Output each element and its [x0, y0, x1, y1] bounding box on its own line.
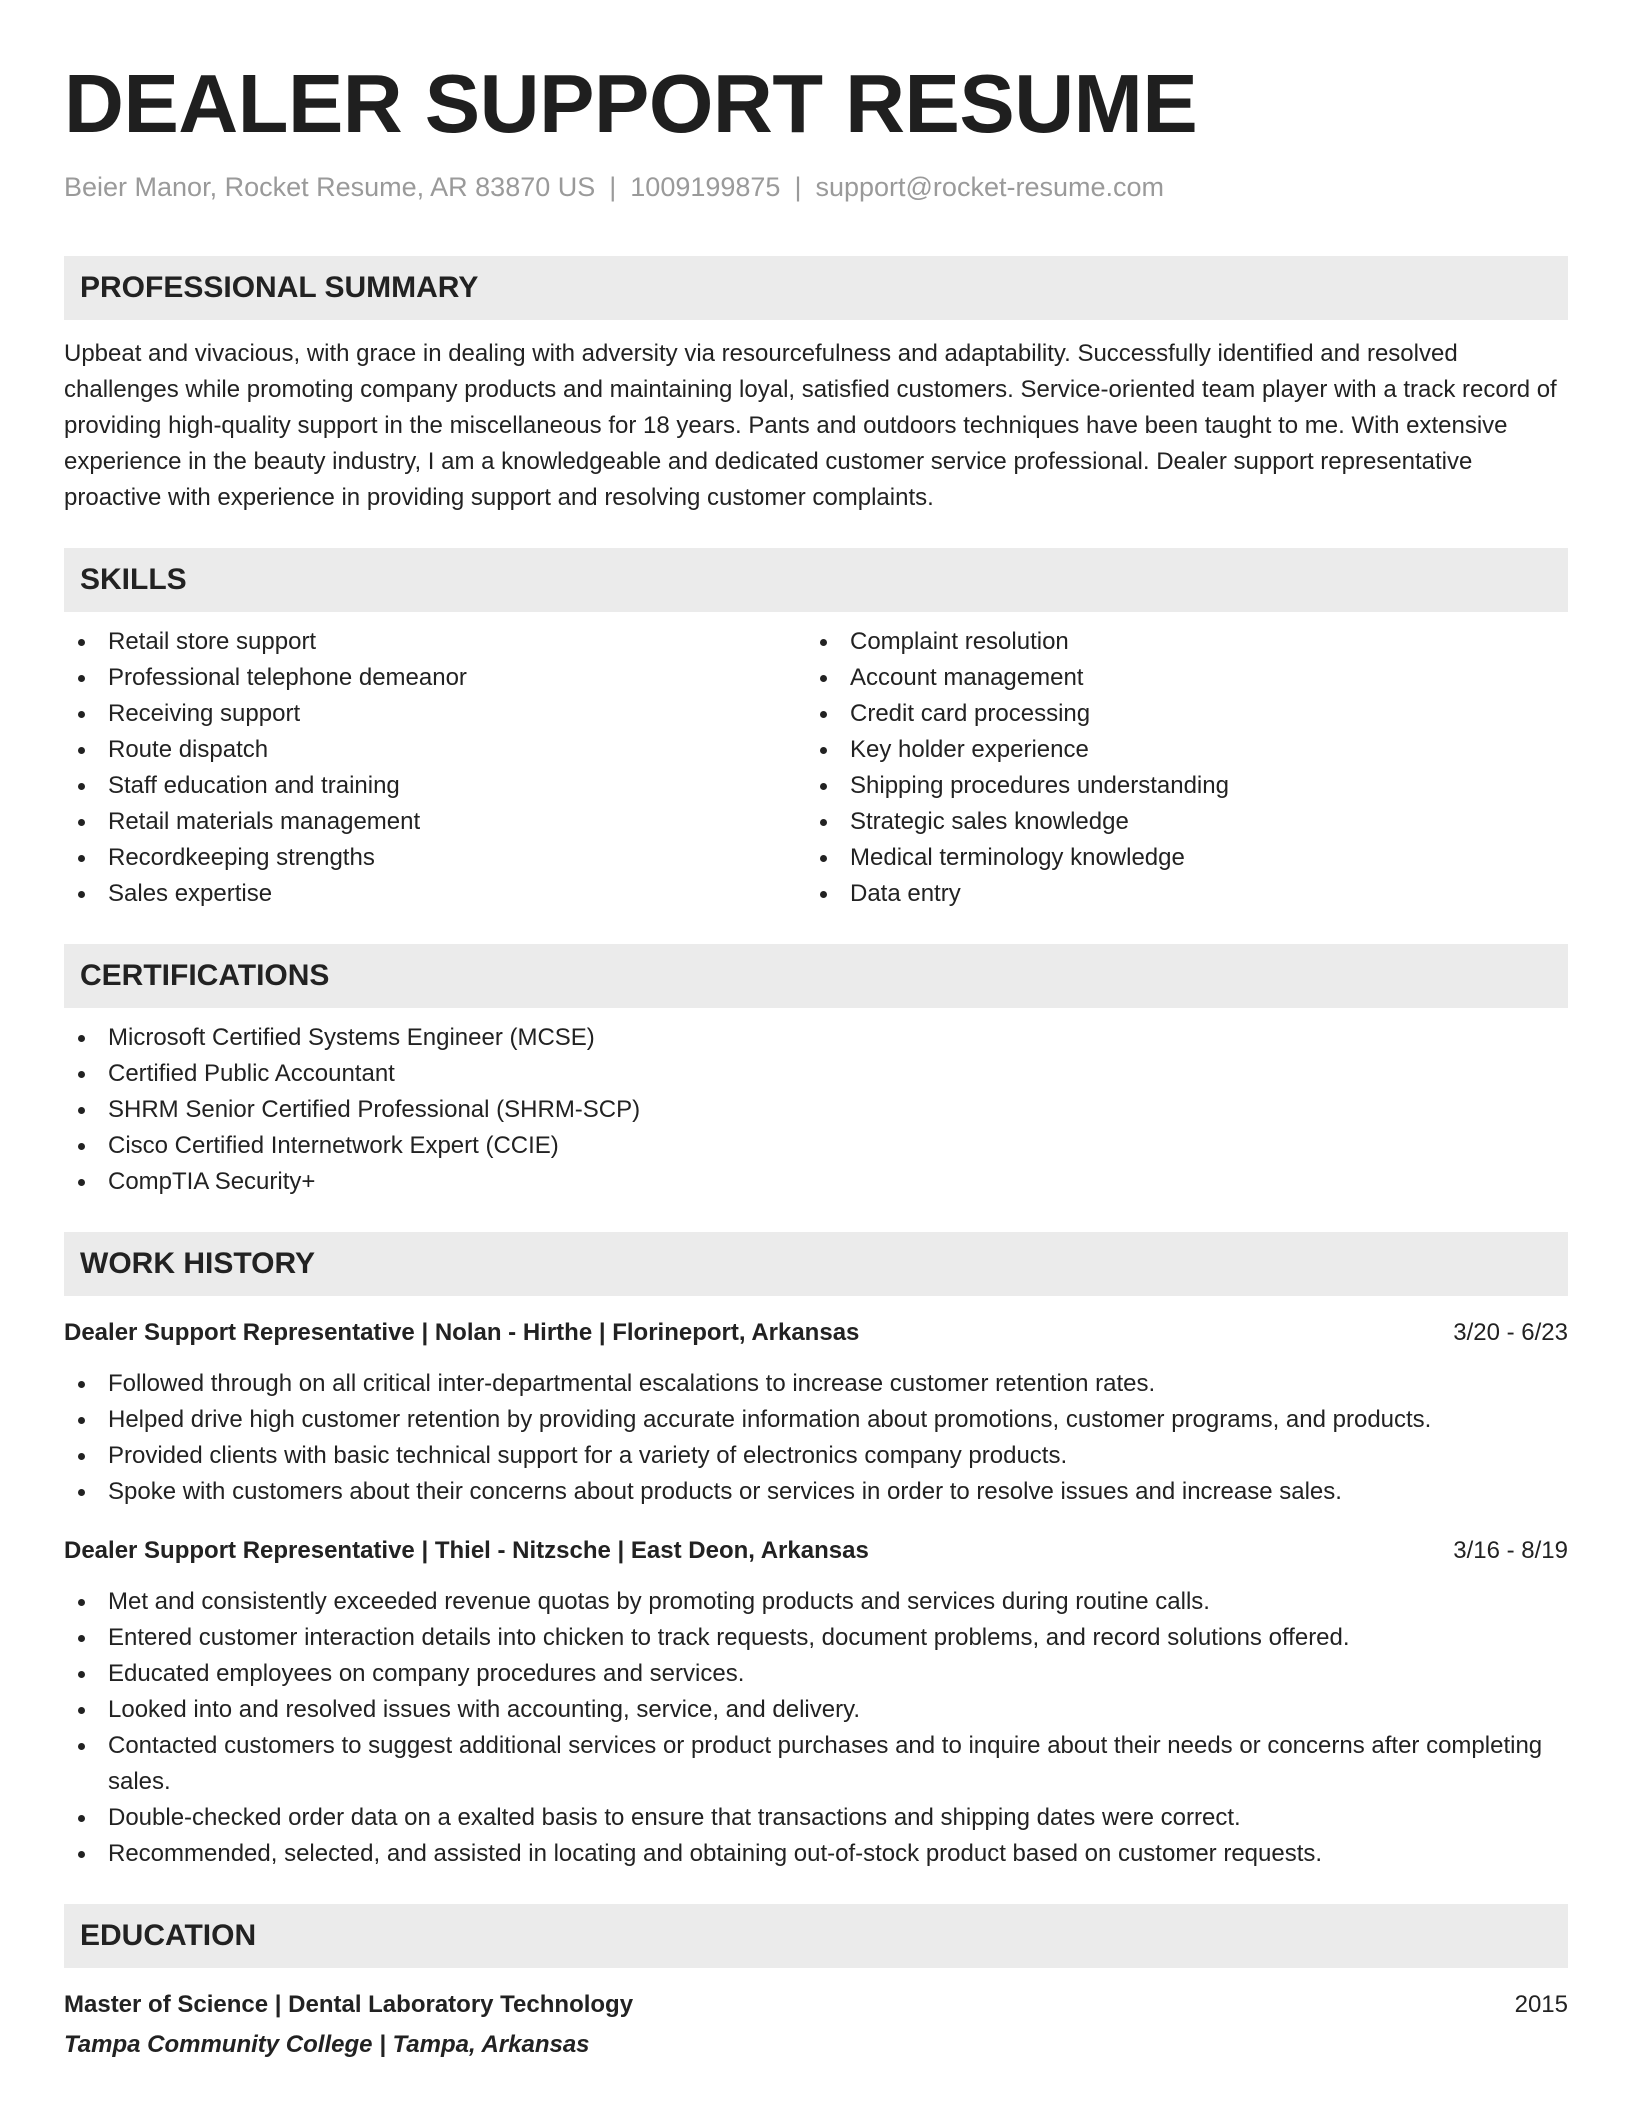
- certification-item: Cisco Certified Internetwork Expert (CCIE): [64, 1128, 1568, 1164]
- job-duty-item: Helped drive high customer retention by providing accurate information about promotions, customer programs, and products.: [64, 1402, 1568, 1438]
- job-duty-item: Provided clients with basic technical support for a variety of electronics company products.: [64, 1438, 1568, 1474]
- certifications-list: [64, 1020, 1568, 1200]
- contact-separator: |: [794, 172, 802, 202]
- skill-item: Medical terminology knowledge: [806, 840, 1548, 876]
- skill-item: Route dispatch: [64, 732, 806, 768]
- education-year: 2015: [1514, 1991, 1568, 2018]
- skill-item: Retail store support: [64, 624, 806, 660]
- education-header: [64, 1988, 1568, 2022]
- contact-email: support@rocket-resume.com: [815, 172, 1164, 202]
- job-header: [64, 1534, 1568, 1568]
- job-duty-item: Looked into and resolved issues with accounting, service, and delivery.: [64, 1692, 1568, 1728]
- skill-item: Professional telephone demeanor: [64, 660, 806, 696]
- skill-item: Shipping procedures understanding: [806, 768, 1548, 804]
- contact-phone: 1009199875: [630, 172, 781, 202]
- job-duty-item: Spoke with customers about their concerns about products or services in order to resolve issues and increase sales.: [64, 1474, 1568, 1510]
- contact-separator: |: [609, 172, 617, 202]
- skill-item: Strategic sales knowledge: [806, 804, 1548, 840]
- job-dates: 3/20 - 6/23: [1453, 1319, 1568, 1346]
- job-entry: [64, 1316, 1568, 1510]
- job-header: [64, 1316, 1568, 1350]
- skill-item: Account management: [806, 660, 1548, 696]
- job-title: Dealer Support Representative | Thiel - Nitzsche | East Deon, Arkansas: [64, 1537, 869, 1564]
- job-entry: [64, 1534, 1568, 1872]
- certification-item: CompTIA Security+: [64, 1164, 1568, 1200]
- job-duty-item: Educated employees on company procedures and services.: [64, 1656, 1568, 1692]
- job-duty-item: Met and consistently exceeded revenue quotas by promoting products and services during routine calls.: [64, 1584, 1568, 1620]
- summary-section-header: PROFESSIONAL SUMMARY: [64, 256, 1568, 320]
- job-duty-item: Recommended, selected, and assisted in locating and obtaining out-of-stock product based on customer requests.: [64, 1836, 1568, 1872]
- skills-column-right: [806, 624, 1548, 912]
- skill-item: Key holder experience: [806, 732, 1548, 768]
- skill-item: Sales expertise: [64, 876, 806, 912]
- skill-item: Receiving support: [64, 696, 806, 732]
- job-duty-item: Double-checked order data on a exalted basis to ensure that transactions and shipping dates were correct.: [64, 1800, 1568, 1836]
- skill-item: Recordkeeping strengths: [64, 840, 806, 876]
- education-school: Tampa Community College | Tampa, Arkansas: [64, 2031, 590, 2058]
- job-duty-item: Contacted customers to suggest additional services or product purchases and to inquire about their needs or concerns after completing sales.: [64, 1728, 1568, 1800]
- skills-grid: [64, 624, 1568, 912]
- skill-item: Data entry: [806, 876, 1548, 912]
- skill-item: Staff education and training: [64, 768, 806, 804]
- skills-list-right: [806, 624, 1548, 912]
- job-dates: 3/16 - 8/19: [1453, 1537, 1568, 1564]
- job-title: Dealer Support Representative | Nolan - Hirthe | Florineport, Arkansas: [64, 1319, 860, 1346]
- skills-list-left: [64, 624, 806, 912]
- contact-line: [64, 170, 1568, 204]
- contact-address: Beier Manor, Rocket Resume, AR 83870 US: [64, 172, 596, 202]
- summary-text: Upbeat and vivacious, with grace in dealing with adversity via resourcefulness and adaptability. Successfully identified and resolved challenges while promoting company products and maintaining loyal, satisfied customers. Service-oriented team player with a track record of providing high-quality support in the miscellaneous for 18 years. Pants and outdoors techniques have been taught to me. With extensive experience in the beauty industry, I am a knowledgeable and dedicated customer service professional. Dealer support representative proactive with experience in providing support and resolving customer complaints.: [64, 340, 1557, 511]
- skill-item: Retail materials management: [64, 804, 806, 840]
- job-duty-item: Followed through on all critical inter-departmental escalations to increase customer retention rates.: [64, 1366, 1568, 1402]
- skills-column-left: [64, 624, 806, 912]
- education-section-header: EDUCATION: [64, 1904, 1568, 1968]
- certification-item: Certified Public Accountant: [64, 1056, 1568, 1092]
- education-degree: Master of Science | Dental Laboratory Technology: [64, 1991, 634, 2018]
- resume-title: DEALER SUPPORT RESUME: [64, 57, 1198, 150]
- job-duty-item: Entered customer interaction details into chicken to track requests, document problems, and record solutions offered.: [64, 1620, 1568, 1656]
- skill-item: Complaint resolution: [806, 624, 1548, 660]
- job-duties-list: [64, 1584, 1568, 1872]
- skill-item: Credit card processing: [806, 696, 1548, 732]
- certification-item: SHRM Senior Certified Professional (SHRM-SCP): [64, 1092, 1568, 1128]
- certification-item: Microsoft Certified Systems Engineer (MCSE): [64, 1020, 1568, 1056]
- skills-section-header: SKILLS: [64, 548, 1568, 612]
- work-history-section-header: WORK HISTORY: [64, 1232, 1568, 1296]
- certifications-section-header: CERTIFICATIONS: [64, 944, 1568, 1008]
- resume-page: [64, 54, 1568, 2062]
- job-duties-list: [64, 1366, 1568, 1510]
